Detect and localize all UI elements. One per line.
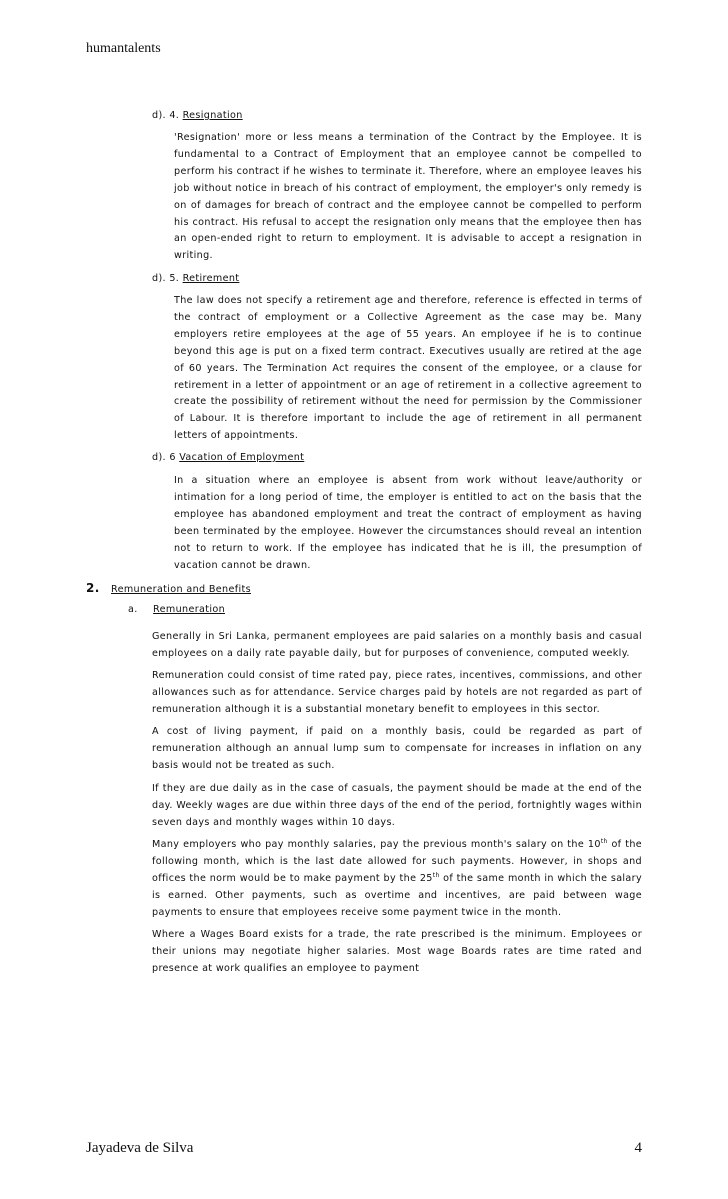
subheading-label: a. <box>128 604 138 615</box>
page-header: humantalents <box>86 41 161 56</box>
text-run: Many employers who pay monthly salaries, pay the previous month's salary on the 10 <box>152 839 601 850</box>
footer-page-number: 4 <box>634 1140 642 1156</box>
heading-prefix: d). 5. <box>152 273 180 284</box>
superscript: th <box>432 871 440 879</box>
paragraph-remuneration-1: Generally in Sri Lanka, permanent employees are paid salaries on a monthly basis and casual employees on a daily rate payable daily, but for purposes of convenience, computed weekly. <box>152 631 642 659</box>
text-run: of the same month in which the salary is earned. Other payments, such as overtime and incentives, are paid between wage payments to ensure that employees receive some payment twice in the month. <box>152 873 642 918</box>
superscript: th <box>600 837 608 845</box>
heading-prefix: d). 4. <box>152 110 180 121</box>
heading-vacation <box>152 452 304 463</box>
section-heading-remuneration-benefits <box>86 581 251 595</box>
heading-title: Resignation <box>182 110 243 121</box>
heading-prefix: d). 6 <box>152 452 176 463</box>
heading-title: Vacation of Employment <box>179 452 305 463</box>
heading-title: Retirement <box>182 273 240 284</box>
paragraph-remuneration-4: If they are due daily as in the case of casuals, the payment should be made at the end of the day. Weekly wages are due within three days of the end of the period, fortnightly wages within seven days and monthly wages within 10 days. <box>152 783 642 828</box>
heading-retirement <box>152 273 239 284</box>
footer-author: Jayadeva de Silva <box>86 1140 194 1156</box>
subheading-title: Remuneration <box>153 604 225 615</box>
paragraph-retirement: The law does not specify a retirement age and therefore, reference is effected in terms of the contract of employment or a Collective Agreement as the case may be. Many employers retire employees at the age of 55 years. An employee if he is to continue beyond this age is put on a fixed term contract. Executives usually are retired at the age of 60 years. The Termination Act requires the consent of the employee, or a clause for retirement in a letter of appointment or an age of retirement in a collective agreement to create the possibility of retirement without the need for permission by the Commissioner of Labour. It is therefore important to include the age of retirement in all permanent letters of appointments. <box>174 295 642 442</box>
section-title: Remuneration and Benefits <box>111 584 251 595</box>
paragraph-remuneration-5 <box>152 836 642 921</box>
text-run: of the following month, which is the last date allowed for such payments. However, in shops and offices the norm would be to make payment by the 25 <box>152 839 643 884</box>
heading-resignation <box>152 110 243 121</box>
paragraph-remuneration-3: A cost of living payment, if paid on a monthly basis, could be regarded as part of remuneration although an annual lump sum to compensate for increases in inflation on any basis would not be treated as such. <box>152 726 642 771</box>
paragraph-resignation: 'Resignation' more or less means a termination of the Contract by the Employee. It is fundamental to a Contract of Employment that an employee cannot be compelled to perform his contract if he wishes to terminate it. Therefore, where an employee leaves his job without notice in breach of his contract of employment, the employer's only remedy is on of damages for breach of contract and the employee cannot be compelled to perform his contract. His refusal to accept the resignation only means that the employee then has an open-ended right to return to employment. It is advisable to accept a resignation in writing. <box>174 132 642 262</box>
paragraph-remuneration-6: Where a Wages Board exists for a trade, the rate prescribed is the minimum. Employees or their unions may negotiate higher salaries. Most wage Boards rates are time rated and presence at work qualifies an employee to payment <box>152 929 642 974</box>
paragraph-vacation: In a situation where an employee is absent from work without leave/authority or intimation for a long period of time, the employer is entitled to act on the basis that the employee has abandoned employment and treat the contract of employment as having been terminated by the employee. However the circumstances should reveal an intention not to return to work. If the employee has indicated that he is ill, the presumption of vacation cannot be drawn. <box>174 475 642 571</box>
section-number: 2. <box>86 581 100 595</box>
paragraph-remuneration-2: Remuneration could consist of time rated pay, piece rates, incentives, commissions, and other allowances such as for attendance. Service charges paid by hotels are not regarded as part of remuneration although it is a substantial monetary benefit to employees in this sector. <box>152 670 642 715</box>
subheading-remuneration <box>128 604 225 615</box>
